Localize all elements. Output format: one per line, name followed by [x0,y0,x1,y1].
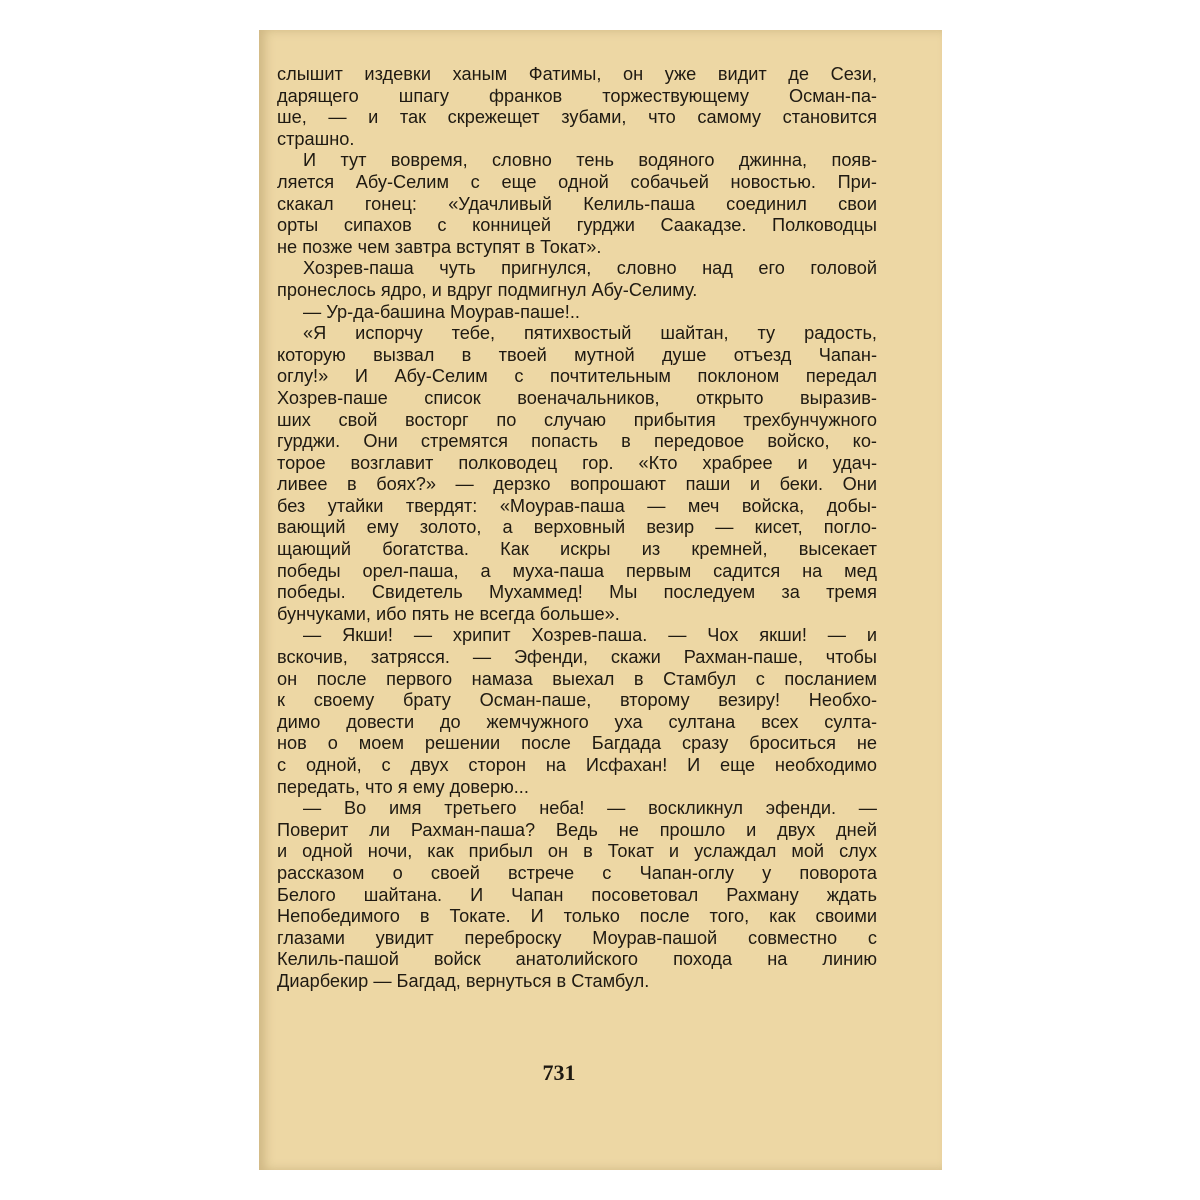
text-line: дарящего шпагу франков торжествующему Осман-па- [277,85,877,106]
text-line: бунчуками, ибо пять не всегда больше». [277,603,620,624]
text-line: без утайки твердят: «Моурав-паша — меч войска, добы- [277,495,877,516]
text-line: с одной, с двух сторон на Исфахан! И еще необходимо [277,755,877,775]
text-line: глазами увидит переброску Моурав-пашой совместно с [277,927,877,948]
text-line: Непобедимого в Токате. И только после того, как своими [277,906,877,927]
text-line: ше, — и так скрежещет зубами, что самому становится [277,107,877,128]
text-line: скакал гонец: «Удачливый Келиль-паша соединил свои [277,193,877,214]
text-line: вающий ему золото, а верховный везир — кисет, погло- [277,517,877,538]
text-line: Поверит ли Рахман-паша? Ведь не прошло и двух дней [277,819,877,840]
text-line: нов о моем решении после Багдада сразу броситься не [277,733,877,754]
text-line: ляется Абу-Селим с еще одной собачьей новостью. При- [277,171,877,192]
text-line: гурджи. Они стремятся попасть в передовое войско, ко- [277,431,877,452]
text-line: Диарбекир — Багдад, вернуться в Стамбул. [277,970,650,991]
book-page [259,30,942,1170]
text-line: — Ур-да-башина Моурав-паше!.. [303,301,580,322]
text-line: не позже чем завтра вступят в Токат». [277,236,602,257]
text-line: вскочив, затрясся. — Эфенди, скажи Рахман-паше, чтобы [277,647,877,668]
text-line: победы орел-паша, а муха-паша первым садится на мед [277,560,877,581]
page-text [277,64,877,993]
text-line: щающий богатства. Как искры из кремней, высекает [277,539,877,560]
text-line: оглу!» И Абу-Селим с почтительным поклоном передал [277,366,877,387]
text-line: которую вызвал в твоей мутной душе отъезд Чапан- [277,344,877,365]
text-line: И тут вовремя, словно тень водяного джинна, появ- [303,150,877,171]
text-line: слышит издевки ханым Фатимы, он уже видит де Сези, [277,64,877,84]
text-line: передать, что я ему доверю... [277,776,529,797]
text-line: ших свой восторг по случаю прибытия трехбунчужного [277,409,877,430]
text-line: страшно. [277,128,355,149]
text-line: «Я испорчу тебе, пятихвостый шайтан, ту радость, [303,323,877,344]
text-line: — Якши! — хрипит Хозрев-паша. — Чох якши! — и [303,625,877,646]
text-line: Хозрев-паша чуть пригнулся, словно над его головой [303,258,877,279]
page-number: 731 [542,1060,576,1085]
text-line: и одной ночи, как прибыл он в Токат и услаждал мой слух [277,841,877,862]
text-line: димо довести до жемчужного уха султана всех султа- [277,711,877,732]
text-line: торое возглавит полководец гор. «Кто храбрее и удач- [277,452,877,473]
text-line: Белого шайтана. И Чапан посоветовал Рахману ждать [277,884,877,905]
text-line: рассказом о своей встрече с Чапан-оглу у поворота [277,862,877,883]
text-line: пронеслось ядро, и вдруг подмигнул Абу-Селиму. [277,279,698,300]
text-line: — Во имя третьего неба! — воскликнул эфенди. — [303,798,877,819]
text-line: ливее в боях?» — дерзко вопрошают паши и беки. Они [277,474,877,495]
text-line: Хозрев-паше список военачальников, открыто выразив- [277,387,877,408]
text-line: орты сипахов с конницей гурджи Саакадзе. Полководцы [277,215,877,236]
text-line: к своему брату Осман-паше, второму везиру! Необхо- [277,690,877,711]
text-line: он после первого намаза выехал в Стамбул с посланием [277,668,877,689]
text-line: Келиль-пашой войск анатолийского похода на линию [277,949,877,970]
text-line: победы. Свидетель Мухаммед! Мы последуем за тремя [277,582,877,603]
